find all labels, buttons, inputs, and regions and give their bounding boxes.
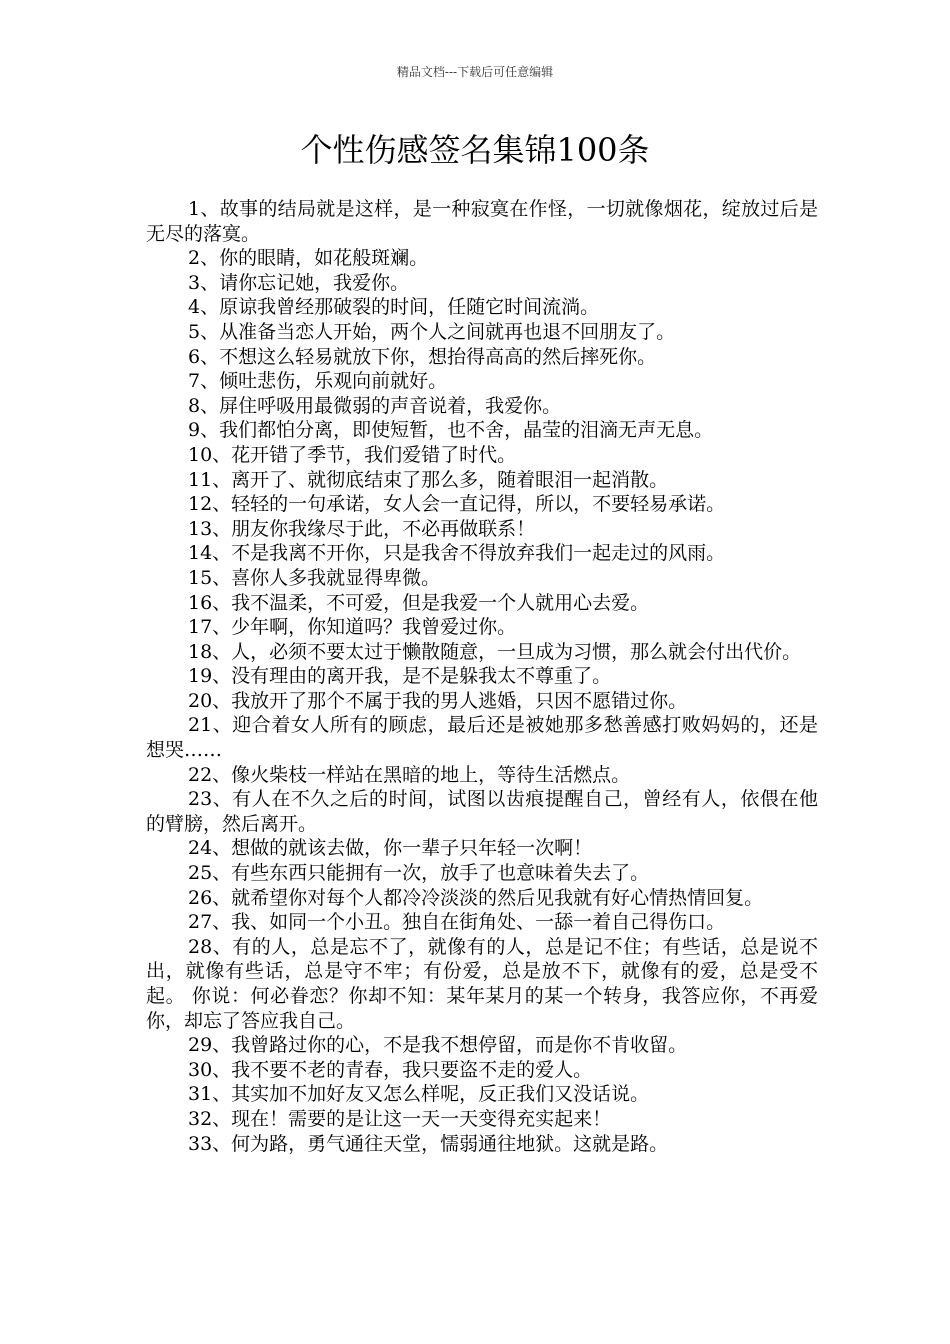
list-item: 14、不是我离不开你，只是我舍不得放弃我们一起走过的风雨。 [188, 542, 726, 565]
list-item: 6、不想这么轻易就放下你，想抬得高高的然后摔死你。 [188, 345, 657, 368]
list-item: 19、没有理由的离开我，是不是躲我太不尊重了。 [188, 665, 612, 688]
list-item: 24、想做的就该去做，你一辈子只年轻一次啊！ [188, 837, 593, 860]
list-item: 7、倾吐悲伤，乐观向前就好。 [188, 370, 448, 393]
list-item: 9、我们都怕分离，即使短暂，也不舍，晶莹的泪滴无声无息。 [188, 419, 714, 442]
list-item: 10、花开错了季节，我们爱错了时代。 [188, 443, 517, 466]
page-header: 精品文档---下载后可任意编辑 [396, 65, 554, 79]
list-item: 29、我曾路过你的心，不是我不想停留，而是你不肯收留。 [188, 1034, 688, 1057]
list-item: 20、我放开了那个不属于我的男人逃婚，只因不愿错过你。 [188, 689, 688, 712]
list-item: 28、有的人，总是忘不了，就像有的人，总是记不住；有些话，总是说不出，就像有些话，总是守不牢；有份爱，总是放不下，就像有的爱，总是受不起。 你说：何必眷恋？你却不知：某年某月的某一个转身，我答应你，不再爱你，却忘了答应我自己。 [146, 935, 818, 1032]
list-item: 1、故事的结局就是这样，是一种寂寞在作怪，一切就像烟花，绽放过后是无尽的落寞。 [146, 198, 818, 245]
list-item: 32、现在！需要的是让这一天一天变得充实起来！ [188, 1107, 612, 1130]
list-item: 16、我不温柔，不可爱，但是我爱一个人就用心去爱。 [188, 591, 650, 614]
list-item: 22、像火柴枝一样站在黑暗的地上，等待生活燃点。 [188, 763, 631, 786]
list-item: 12、轻轻的一句承诺，女人会一直记得，所以，不要轻易承诺。 [188, 493, 726, 516]
list-item: 33、何为路，勇气通往天堂，懦弱通往地狱。这就是路。 [188, 1132, 669, 1155]
list-item: 27、我、如同一个小丑。独自在街角处、一舔一着自己得伤口。 [188, 911, 726, 934]
list-item: 18、人，必须不要太过于懒散随意，一旦成为习惯，那么就会付出代价。 [188, 640, 802, 663]
list-item: 21、迎合着女人所有的顾虑，最后还是被她那多愁善感打败妈妈的，还是想哭…… [146, 714, 818, 762]
list-item: 31、其实加不加好友又怎么样呢，反正我们又没话说。 [188, 1083, 650, 1106]
list-item: 8、屏住呼吸用最微弱的声音说着，我爱你。 [188, 394, 562, 417]
list-item: 30、我不要不老的青春，我只要盗不走的爱人。 [188, 1058, 593, 1081]
list-item: 11、离开了、就彻底结束了那么多，随着眼泪一起消散。 [188, 468, 669, 491]
list-item: 3、请你忘记她，我爱你。 [188, 271, 410, 294]
signature-list [146, 197, 818, 1156]
list-item: 25、有些东西只能拥有一次，放手了也意味着失去了。 [188, 862, 650, 885]
list-item: 15、喜你人多我就显得卑微。 [188, 566, 441, 589]
list-item: 5、从准备当恋人开始，两个人之间就再也退不回朋友了。 [188, 320, 676, 343]
list-item: 2、你的眼睛，如花般斑斓。 [188, 247, 429, 270]
document-title: 个性伤感签名集锦100条 [300, 131, 650, 169]
list-item: 23、有人在不久之后的时间，试图以齿痕提醒自己，曾经有人，依偎在他的臂膀，然后离开。 [146, 788, 818, 835]
list-item: 26、就希望你对每个人都冷冷淡淡的然后见我就有好心情热情回复。 [188, 886, 764, 909]
list-item: 4、原谅我曾经那破裂的时间，任随它时间流淌。 [188, 296, 600, 319]
list-item: 13、朋友你我缘尽于此，不必再做联系！ [188, 517, 536, 540]
list-item: 17、少年啊，你知道吗？我曾爱过你。 [188, 616, 517, 639]
